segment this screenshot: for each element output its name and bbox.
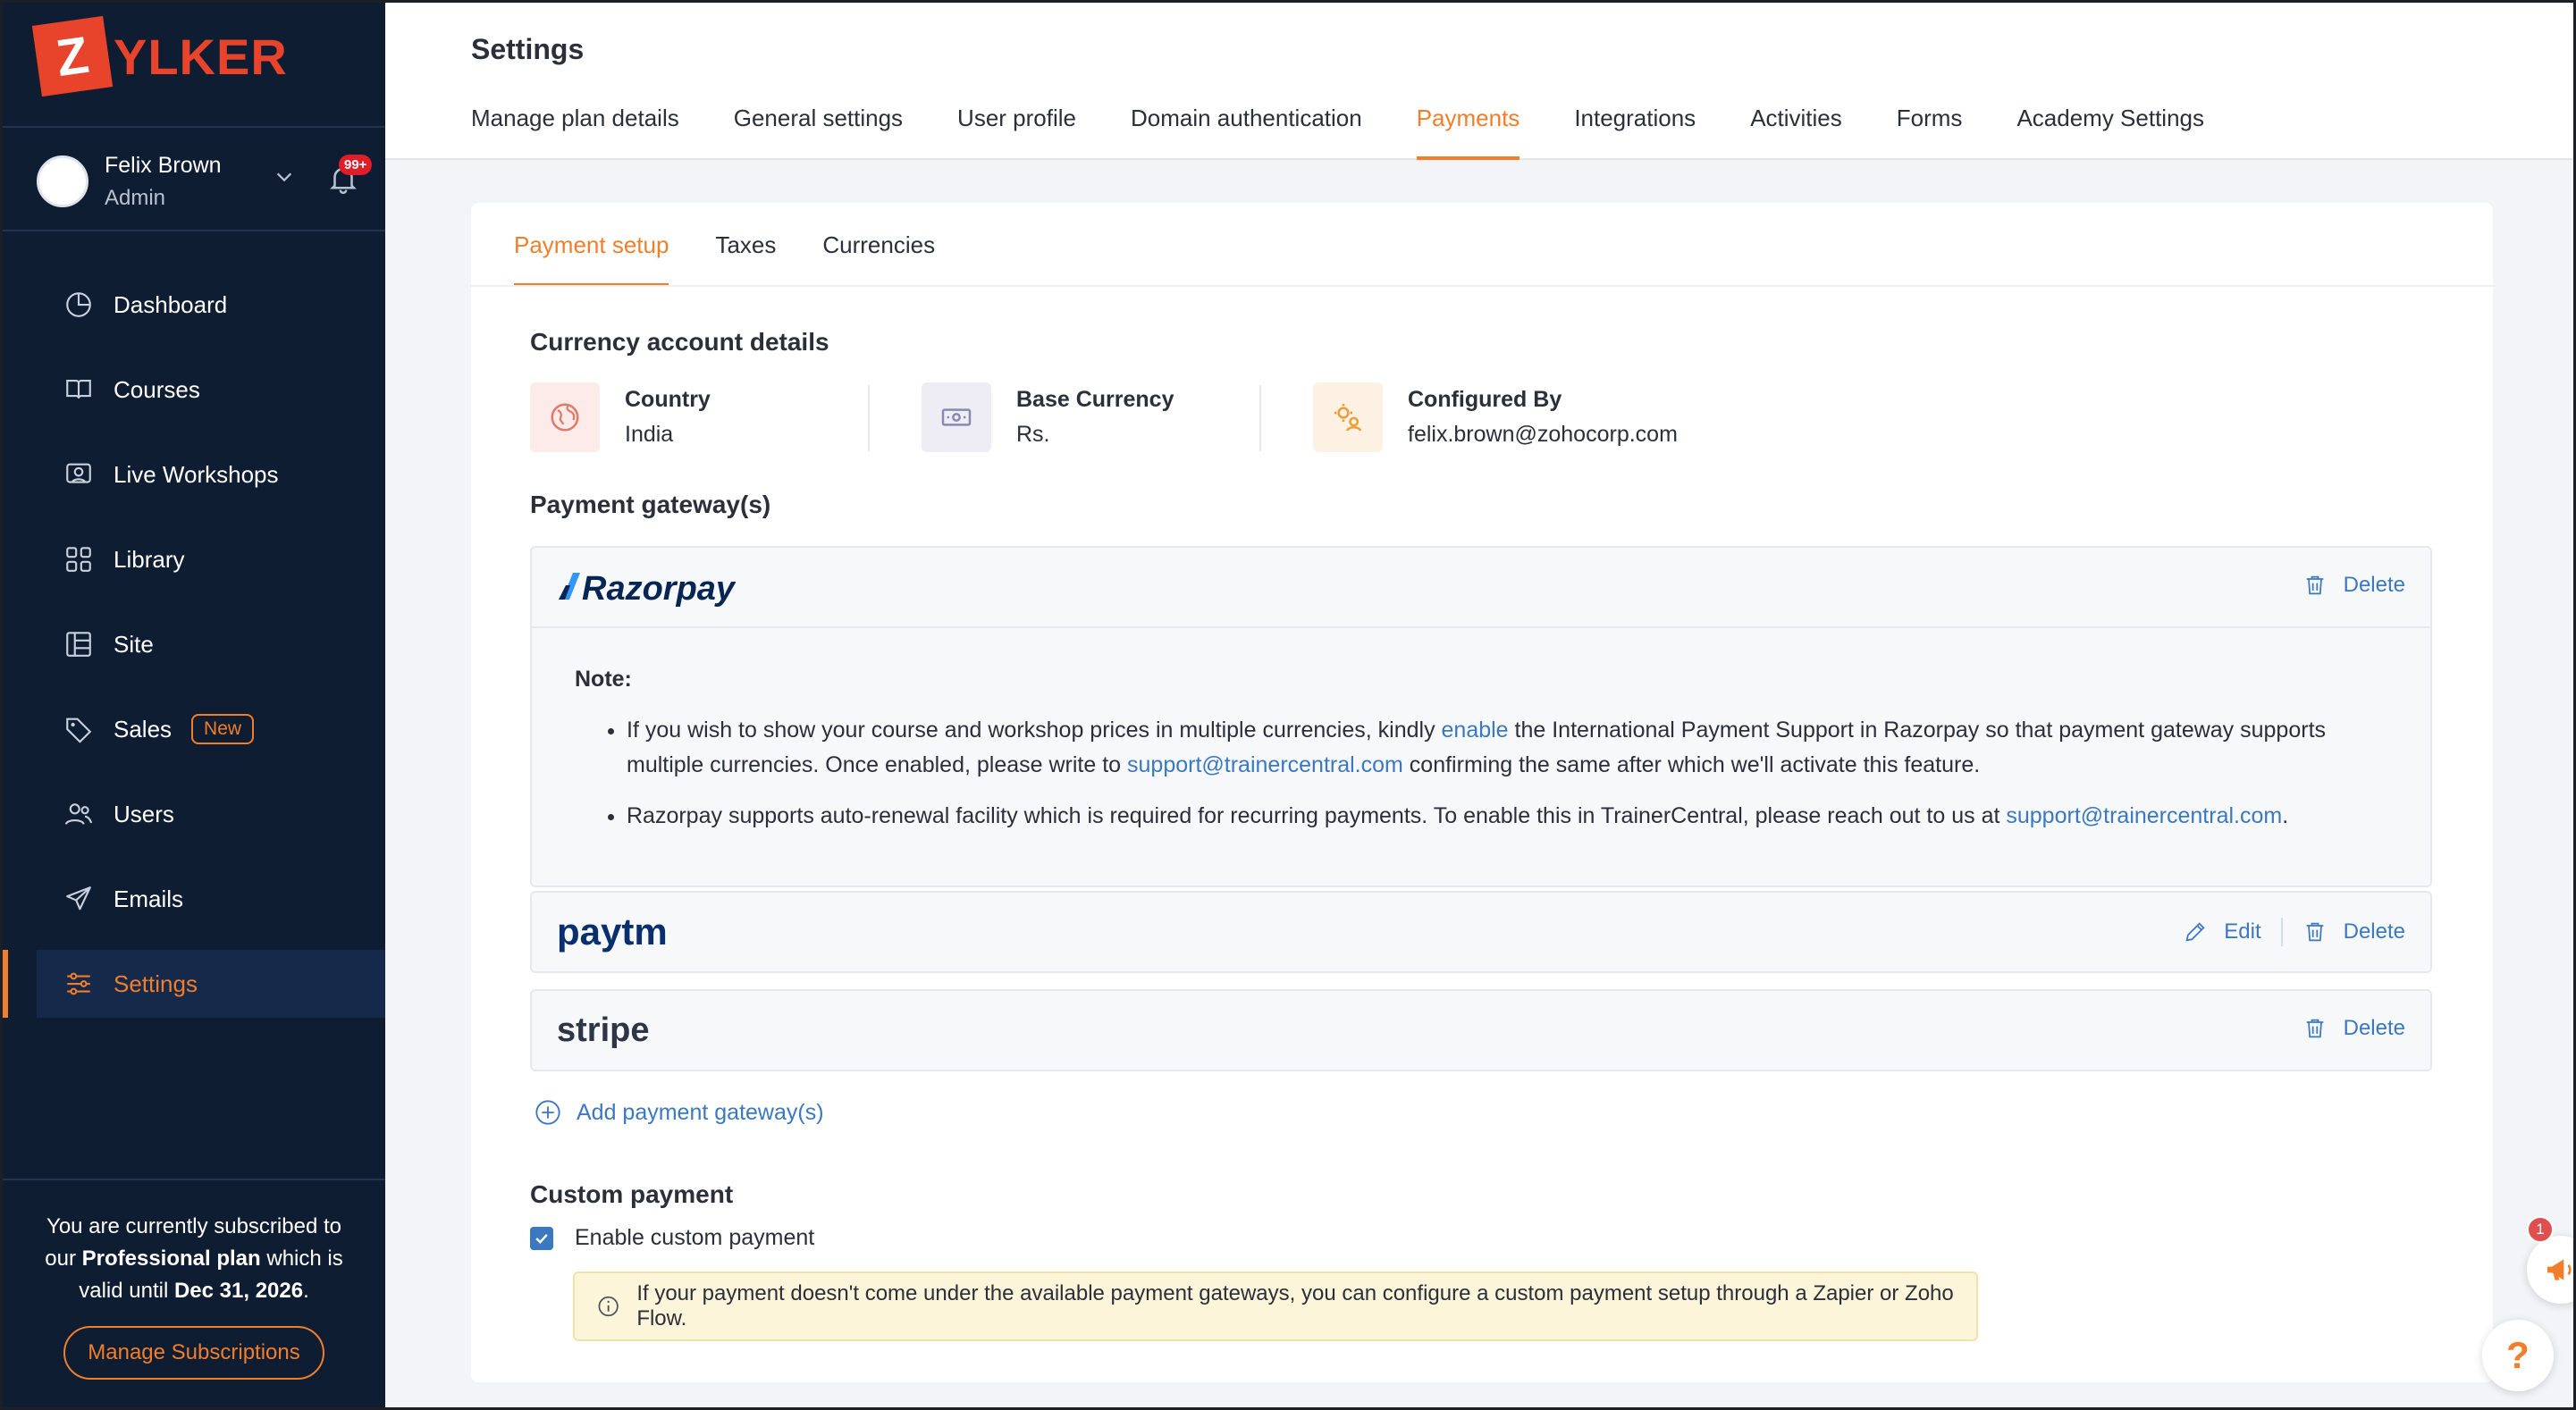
sidebar-item-label: Sales bbox=[114, 715, 173, 743]
logo-text: YLKER bbox=[114, 28, 288, 85]
sidebar-item-label: Courses bbox=[114, 375, 200, 403]
tab-domain-authentication[interactable]: Domain authentication bbox=[1130, 105, 1362, 131]
settings-header bbox=[385, 3, 2576, 160]
sidebar bbox=[3, 3, 385, 1410]
edit-label: Edit bbox=[2224, 919, 2261, 944]
subtab-payment-setup[interactable]: Payment setup bbox=[514, 231, 669, 287]
enable-custom-payment-checkbox[interactable] bbox=[530, 1227, 553, 1250]
delete-label: Delete bbox=[2343, 1016, 2405, 1040]
subscription-line bbox=[3, 1243, 385, 1275]
sidebar-item-live-workshops[interactable] bbox=[3, 441, 385, 508]
note-text: confirming the same after which we'll activate this feature. bbox=[1402, 752, 1981, 777]
user-menu[interactable] bbox=[37, 146, 367, 217]
manage-subscriptions-button[interactable]: Manage Subscriptions bbox=[63, 1326, 324, 1380]
sidebar-item-label: Users bbox=[114, 800, 174, 827]
gateways-section-title: Payment gateway(s) bbox=[530, 491, 771, 518]
action-separator bbox=[2281, 918, 2283, 946]
payments-card bbox=[471, 203, 2493, 1382]
custom-payment-info-text: If your payment doesn't come under the available payment gateways, you can configure a custom payment setup through a Zapier or Zoho Flow. bbox=[636, 1281, 1954, 1330]
stripe-wordmark: stripe bbox=[557, 1011, 650, 1049]
help-button[interactable]: ? bbox=[2482, 1320, 2554, 1391]
detail-value: Rs. bbox=[1016, 422, 1050, 447]
pie-chart-icon bbox=[63, 290, 94, 320]
add-gateway-label: Add payment gateway(s) bbox=[577, 1099, 824, 1125]
plus-circle-icon bbox=[534, 1098, 562, 1127]
sliders-icon bbox=[63, 969, 94, 999]
tab-integrations[interactable]: Integrations bbox=[1574, 105, 1696, 131]
sidebar-item-users[interactable] bbox=[3, 780, 385, 848]
subscription-text: . bbox=[303, 1279, 309, 1303]
trash-icon bbox=[2302, 573, 2328, 598]
note-label: Note: bbox=[575, 667, 632, 692]
note-text: Razorpay supports auto-renewal facility which is required for recurring payments. To enable this in TrainerCentral, please reach out to us at bbox=[627, 803, 2007, 828]
tab-user-profile[interactable]: User profile bbox=[957, 105, 1076, 131]
gateway-header bbox=[532, 893, 2430, 971]
gateway-actions bbox=[2183, 918, 2405, 946]
tag-icon bbox=[63, 714, 94, 744]
razorpay-wordmark: Razorpay bbox=[582, 570, 736, 608]
delete-label: Delete bbox=[2343, 573, 2405, 597]
razorpay-logo bbox=[557, 567, 736, 613]
custom-payment-info bbox=[573, 1272, 1978, 1341]
banknote-icon bbox=[922, 382, 991, 452]
notification-badge: 99+ bbox=[339, 155, 372, 175]
subscription-text: our bbox=[45, 1246, 82, 1271]
sidebar-item-label: Settings bbox=[114, 969, 198, 997]
tab-activities[interactable]: Activities bbox=[1750, 105, 1842, 131]
tab-manage-plan-details[interactable]: Manage plan details bbox=[471, 105, 679, 131]
send-icon bbox=[63, 884, 94, 914]
sidebar-item-library[interactable] bbox=[3, 525, 385, 593]
grid-icon bbox=[63, 544, 94, 575]
subscription-text: valid until bbox=[79, 1279, 174, 1303]
subtabs-divider bbox=[471, 285, 2493, 287]
note-text: If you wish to show your course and workshop prices in multiple currencies, kindly bbox=[627, 718, 1442, 743]
edit-button[interactable] bbox=[2183, 919, 2260, 944]
site-layout-icon bbox=[63, 629, 94, 659]
trash-icon bbox=[2302, 1016, 2328, 1041]
detail-value: felix.brown@zohocorp.com bbox=[1408, 422, 1678, 447]
enable-custom-payment-label: Enable custom payment bbox=[575, 1225, 815, 1250]
detail-label: Country bbox=[625, 387, 711, 412]
configured-by-detail bbox=[1313, 382, 1678, 453]
gateway-header bbox=[532, 991, 2430, 1070]
delete-label: Delete bbox=[2343, 919, 2405, 944]
new-badge: New bbox=[191, 714, 254, 744]
paytm-gateway bbox=[530, 891, 2432, 973]
support-email-link[interactable]: support@trainercentral.com bbox=[2006, 803, 2283, 828]
subscription-info bbox=[3, 1211, 385, 1307]
add-payment-gateway-button[interactable] bbox=[534, 1098, 824, 1127]
tab-academy-settings[interactable]: Academy Settings bbox=[2016, 105, 2204, 131]
chevron-down-icon[interactable] bbox=[274, 167, 294, 187]
sidebar-divider bbox=[3, 230, 385, 231]
info-icon bbox=[596, 1294, 620, 1319]
brand-logo[interactable] bbox=[37, 21, 288, 92]
sidebar-item-label: Dashboard bbox=[114, 290, 228, 318]
detail-label: Configured By bbox=[1408, 387, 1562, 412]
workshop-icon bbox=[63, 459, 94, 490]
checkmark-icon bbox=[533, 1230, 551, 1247]
stripe-logo bbox=[557, 1009, 655, 1056]
enable-custom-payment-row[interactable] bbox=[530, 1225, 814, 1251]
note-list bbox=[627, 713, 2387, 834]
payment-subtabs bbox=[514, 231, 981, 287]
delete-button[interactable] bbox=[2302, 919, 2405, 944]
pencil-icon bbox=[2183, 919, 2208, 944]
announcements-badge: 1 bbox=[2527, 1216, 2554, 1243]
detail-divider bbox=[1259, 385, 1261, 451]
support-email-link[interactable]: support@trainercentral.com bbox=[1127, 752, 1403, 777]
tab-general-settings[interactable]: General settings bbox=[733, 105, 904, 131]
gateway-actions bbox=[2302, 1016, 2405, 1041]
detail-label: Base Currency bbox=[1016, 387, 1174, 412]
paytm-logo bbox=[557, 911, 673, 958]
base-currency-detail bbox=[922, 382, 1174, 453]
country-detail bbox=[530, 382, 711, 453]
sidebar-item-sales[interactable] bbox=[3, 695, 385, 763]
subtab-currencies[interactable]: Currencies bbox=[822, 231, 936, 258]
delete-button[interactable] bbox=[2302, 573, 2405, 598]
book-icon bbox=[63, 374, 94, 405]
sidebar-nav bbox=[3, 271, 385, 1035]
users-icon bbox=[63, 799, 94, 829]
sidebar-item-label: Site bbox=[114, 630, 154, 658]
subscription-text: which is bbox=[260, 1246, 343, 1271]
paytm-wordmark: paytm bbox=[557, 911, 668, 953]
gateway-header bbox=[532, 548, 2430, 626]
logo-mark: Z bbox=[32, 16, 113, 97]
sidebar-item-dashboard[interactable] bbox=[3, 271, 385, 339]
user-name: Felix Brown bbox=[105, 152, 222, 178]
note-item bbox=[627, 713, 2387, 783]
avatar bbox=[37, 155, 88, 207]
sidebar-item-settings[interactable] bbox=[37, 950, 385, 1018]
enable-link[interactable]: enable bbox=[1441, 718, 1509, 743]
user-gear-icon bbox=[1313, 382, 1383, 452]
plan-name: Professional plan bbox=[81, 1246, 261, 1271]
sidebar-divider bbox=[3, 1179, 385, 1180]
note-text: the International Payment Support in Razorpay so that payment gateway supports multiple currencies. Once enabled, please write to bbox=[627, 718, 2327, 777]
tab-forms[interactable]: Forms bbox=[1896, 105, 1963, 131]
globe-icon bbox=[530, 382, 600, 452]
sidebar-item-site[interactable] bbox=[3, 610, 385, 678]
valid-until-date: Dec 31, 2026 bbox=[173, 1279, 304, 1303]
note-text: . bbox=[2282, 803, 2289, 828]
sidebar-item-label: Live Workshops bbox=[114, 460, 279, 488]
sidebar-item-emails[interactable] bbox=[3, 865, 385, 933]
gateway-actions bbox=[2302, 573, 2405, 598]
user-role: Admin bbox=[105, 185, 166, 210]
subtab-taxes[interactable]: Taxes bbox=[715, 231, 777, 258]
tab-payments[interactable]: Payments bbox=[1417, 105, 1520, 160]
detail-value: India bbox=[625, 422, 674, 447]
razorpay-gateway bbox=[530, 546, 2432, 887]
stripe-gateway bbox=[530, 989, 2432, 1071]
detail-divider bbox=[868, 385, 870, 451]
settings-tabs bbox=[471, 105, 2259, 160]
megaphone-icon bbox=[2543, 1252, 2576, 1288]
sidebar-item-courses[interactable] bbox=[3, 356, 385, 424]
subscription-line bbox=[3, 1275, 385, 1307]
announcements-button[interactable] bbox=[2527, 1236, 2576, 1304]
trash-icon bbox=[2302, 919, 2328, 944]
sidebar-item-label: Emails bbox=[114, 885, 184, 912]
custom-payment-title: Custom payment bbox=[530, 1180, 734, 1208]
razorpay-note bbox=[532, 626, 2430, 885]
sidebar-item-label: Library bbox=[114, 545, 185, 573]
subscription-line: You are currently subscribed to bbox=[46, 1214, 341, 1238]
sidebar-divider bbox=[3, 126, 385, 128]
currency-section-title: Currency account details bbox=[530, 328, 829, 356]
note-item bbox=[627, 799, 2387, 834]
page-title: Settings bbox=[471, 33, 585, 65]
delete-button[interactable] bbox=[2302, 1016, 2405, 1041]
